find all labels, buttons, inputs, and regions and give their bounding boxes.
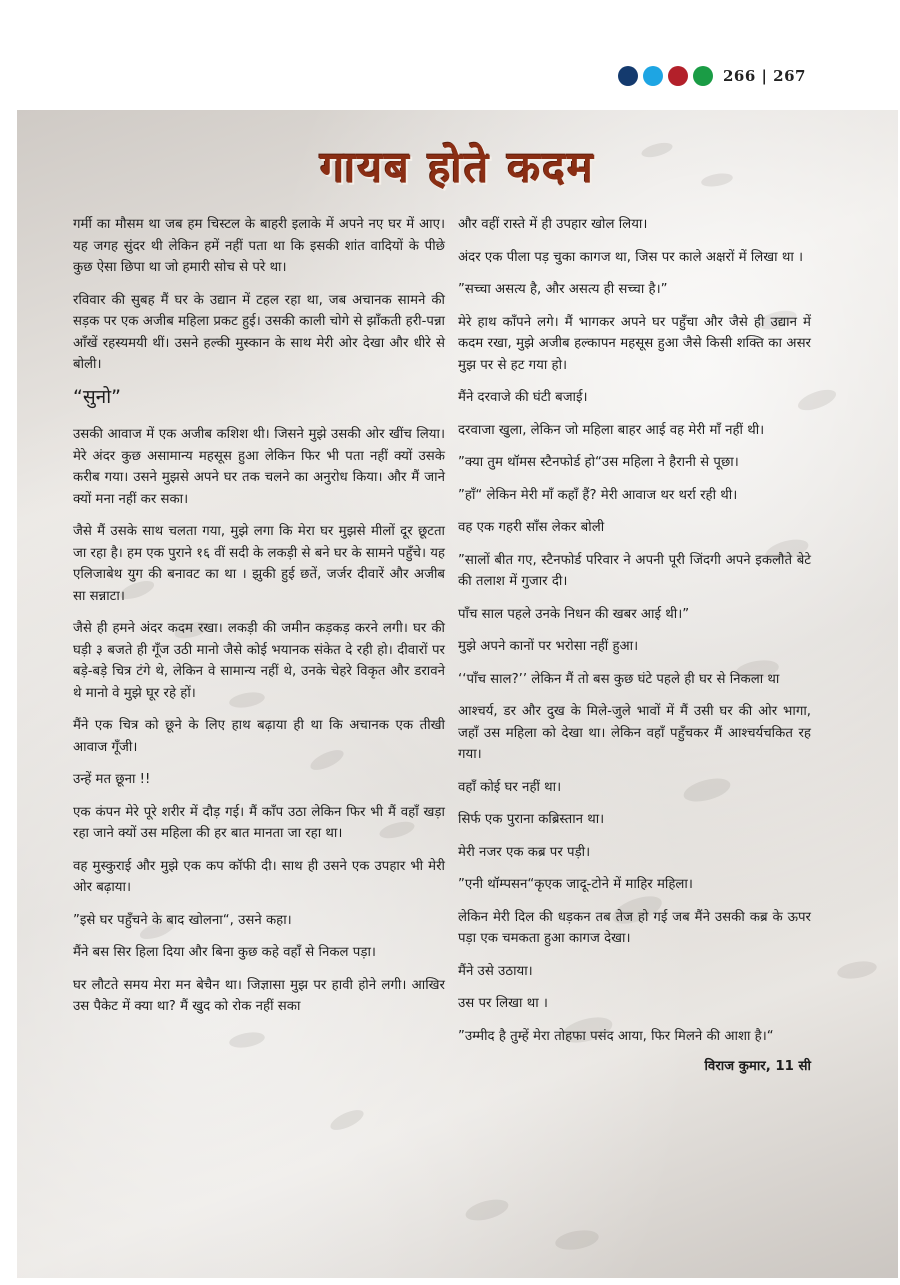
paragraph: लेकिन मेरी दिल की धड़कन तब तेज हो गई जब मैंने उसकी कब्र के ऊपर पड़ा एक चमकता हुआ कागज देखा। — [458, 909, 811, 946]
author-signature: विराज कुमार, 11 सी — [704, 1059, 811, 1074]
color-dot-green — [693, 66, 713, 86]
paragraph: ”सच्चा असत्य है, और असत्य ही सच्चा है।” — [458, 282, 668, 297]
paragraph: ”क्या तुम थॉमस स्टैनफोर्ड हो“उस महिला ने हैरानी से पूछा। — [458, 455, 739, 470]
paragraph: मैंने उसे उठाया। — [458, 963, 533, 979]
paragraph: एक कंपन मेरे पूरे शरीर में दौड़ गई। मैं काँप उठा लेकिन फिर भी मैं वहाँ खड़ा रहा जाने क्यों उस महिला की हर बात मानता जा रहा था। — [73, 804, 445, 841]
paragraph: पाँच साल पहले उनके निधन की खबर आई थी।” — [458, 606, 690, 622]
color-dot-cyan — [643, 66, 663, 86]
paragraph: मैंने एक चित्र को छूने के लिए हाथ बढ़ाया ही था कि अचानक एक तीखी आवाज गूँजी। — [73, 718, 445, 755]
paragraph: घर लौटते समय मेरा मन बेचैन था। जिज्ञासा मुझ पर हावी होने लगी। आखिर उस पैकेट में क्या था? मैं खुद को रोक नहीं सका — [73, 977, 445, 1014]
page-numbers: 266 | 267 — [722, 67, 806, 85]
left-column — [73, 214, 445, 1029]
right-column — [458, 214, 811, 1089]
paragraph: गर्मी का मौसम था जब हम चिस्टल के बाहरी इलाके में अपने नए घर में आए। यह जगह सुंदर थी लेकिन हमें नहीं पता था कि इसकी शांत वादियों के पीछे कुछ ऐसा छिपा था जो हमारी सोच से परे था। — [73, 217, 445, 275]
paragraph: जैसे ही हमने अंदर कदम रखा। लकड़ी की जमीन कड़कड़ करने लगी। घर की घड़ी ३ बजते ही गूँज उठी मानो जैसे कोई भयानक संकेत दे रही हो। दीवारों पर बड़े-बड़े चित्र टंगे थे, लेकिन वे सामान्य नहीं थे, उनके चेहरे विकृत और डरावने थे मानो वे मुझे घूर रहे हों। — [73, 621, 445, 701]
paragraph: ”हाँ“ लेकिन मेरी माँ कहाँ हैं? मेरी आवाज थर थर्रा रही थी। — [458, 487, 738, 503]
paragraph: मैंने बस सिर हिला दिया और बिना कुछ कहे वहाँ से निकल पड़ा। — [73, 945, 376, 960]
paragraph: ”एनी थॉम्पसन“कृएक जादू-टोने में माहिर महिला। — [458, 877, 693, 892]
paragraph: मैंने दरवाजे की घंटी बजाई। — [458, 390, 588, 405]
paragraph: आश्चर्य, डर और दुख के मिले-जुले भावों में मैं उसी घर की ओर भागा, जहाँ उस महिला को देखा था। लेकिन वहाँ पहुँचकर मैं आश्चर्यचकित रह गया। — [458, 704, 811, 762]
quote-heading: “सुनो” — [73, 385, 121, 408]
paragraph: ‘‘पाँच साल?’’ लेकिन मैं तो बस कुछ घंटे पहले ही घर से निकला था — [458, 671, 780, 687]
color-dot-navy — [618, 66, 638, 86]
paragraph: जैसे मैं उसके साथ चलता गया, मुझे लगा कि मेरा घर मुझसे मीलों दूर छूटता जा रहा है। हम एक पुराने १६ वीं सदी के लकड़ी से बने घर के सामने पहुँचे। यह एलिजाबेथ युग की बनावट का था । झुकी हुई छतें, जर्जर दीवारें और अजीब सा सन्नाटा। — [73, 524, 445, 604]
paragraph: और वहीं रास्ते में ही उपहार खोल लिया। — [458, 217, 648, 232]
article-title: गायब होते कदम — [320, 143, 595, 193]
paragraph: मेरे हाथ काँपने लगे। मैं भागकर अपने घर पहुँचा और जैसे ही उद्यान में कदम रखा, मुझे अजीब हल्कापन महसूस हुआ जैसे किसी शक्ति का असर मुझ पर से हट गया हो। — [458, 314, 811, 373]
paragraph: वह मुस्कुराई और मुझे एक कप कॉफी दी। साथ ही उसने एक उपहार भी मेरी ओर बढ़ाया। — [73, 858, 445, 895]
paragraph: उसकी आवाज में एक अजीब कशिश थी। जिसने मुझे उसकी ओर खींच लिया। मेरे अंदर कुछ असामान्य महसूस हुआ लेकिन फिर भी पता नहीं क्यों उसके करीब गया। उसने मुझसे अपने घर तक चलने का अनुरोध किया। और मैं जाने क्यों मना नहीं कर सका। — [73, 427, 445, 507]
paragraph: मुझे अपने कानों पर भरोसा नहीं हुआ। — [458, 639, 639, 654]
paragraph: वहाँ कोई घर नहीं था। — [458, 779, 562, 795]
page-header — [613, 66, 806, 86]
paragraph: अंदर एक पीला पड़ चुका कागज था, जिस पर काले अक्षरों में लिखा था । — [458, 249, 804, 265]
paragraph: रविवार की सुबह मैं घर के उद्यान में टहल रहा था, जब अचानक सामने की सड़क पर एक अजीब महिला प्रकट हुई। उसकी काली चोगे से झाँकती हरी-पन्ना आँखें रहस्यमयी थीं। उसने हल्की मुस्कान के साथ मेरी ओर देखा और धीरे से बोली। — [73, 292, 445, 372]
paragraph: ”इसे घर पहुँचने के बाद खोलना“, उसने कहा। — [73, 912, 292, 928]
article-panel — [17, 110, 898, 1278]
paragraph: ”सालों बीत गए, स्टैनफोर्ड परिवार ने अपनी पूरी जिंदगी अपने इकलौते बेटे की तलाश में गुजार दी। — [458, 552, 811, 589]
paragraph: ”उम्मीद है तुम्हें मेरा तोहफा पसंद आया, फिर मिलने की आशा है।“ — [458, 1028, 774, 1044]
paragraph: मेरी नजर एक कब्र पर पड़ी। — [458, 844, 591, 860]
paragraph: उस पर लिखा था । — [458, 996, 548, 1011]
paragraph: उन्हें मत छूना !! — [73, 772, 151, 787]
paragraph: सिर्फ एक पुराना कब्रिस्तान था। — [458, 812, 605, 827]
color-dot-red — [668, 66, 688, 86]
paragraph: दरवाजा खुला, लेकिन जो महिला बाहर आई वह मेरी माँ नहीं थी। — [458, 422, 765, 438]
paragraph: वह एक गहरी साँस लेकर बोली — [458, 520, 605, 535]
